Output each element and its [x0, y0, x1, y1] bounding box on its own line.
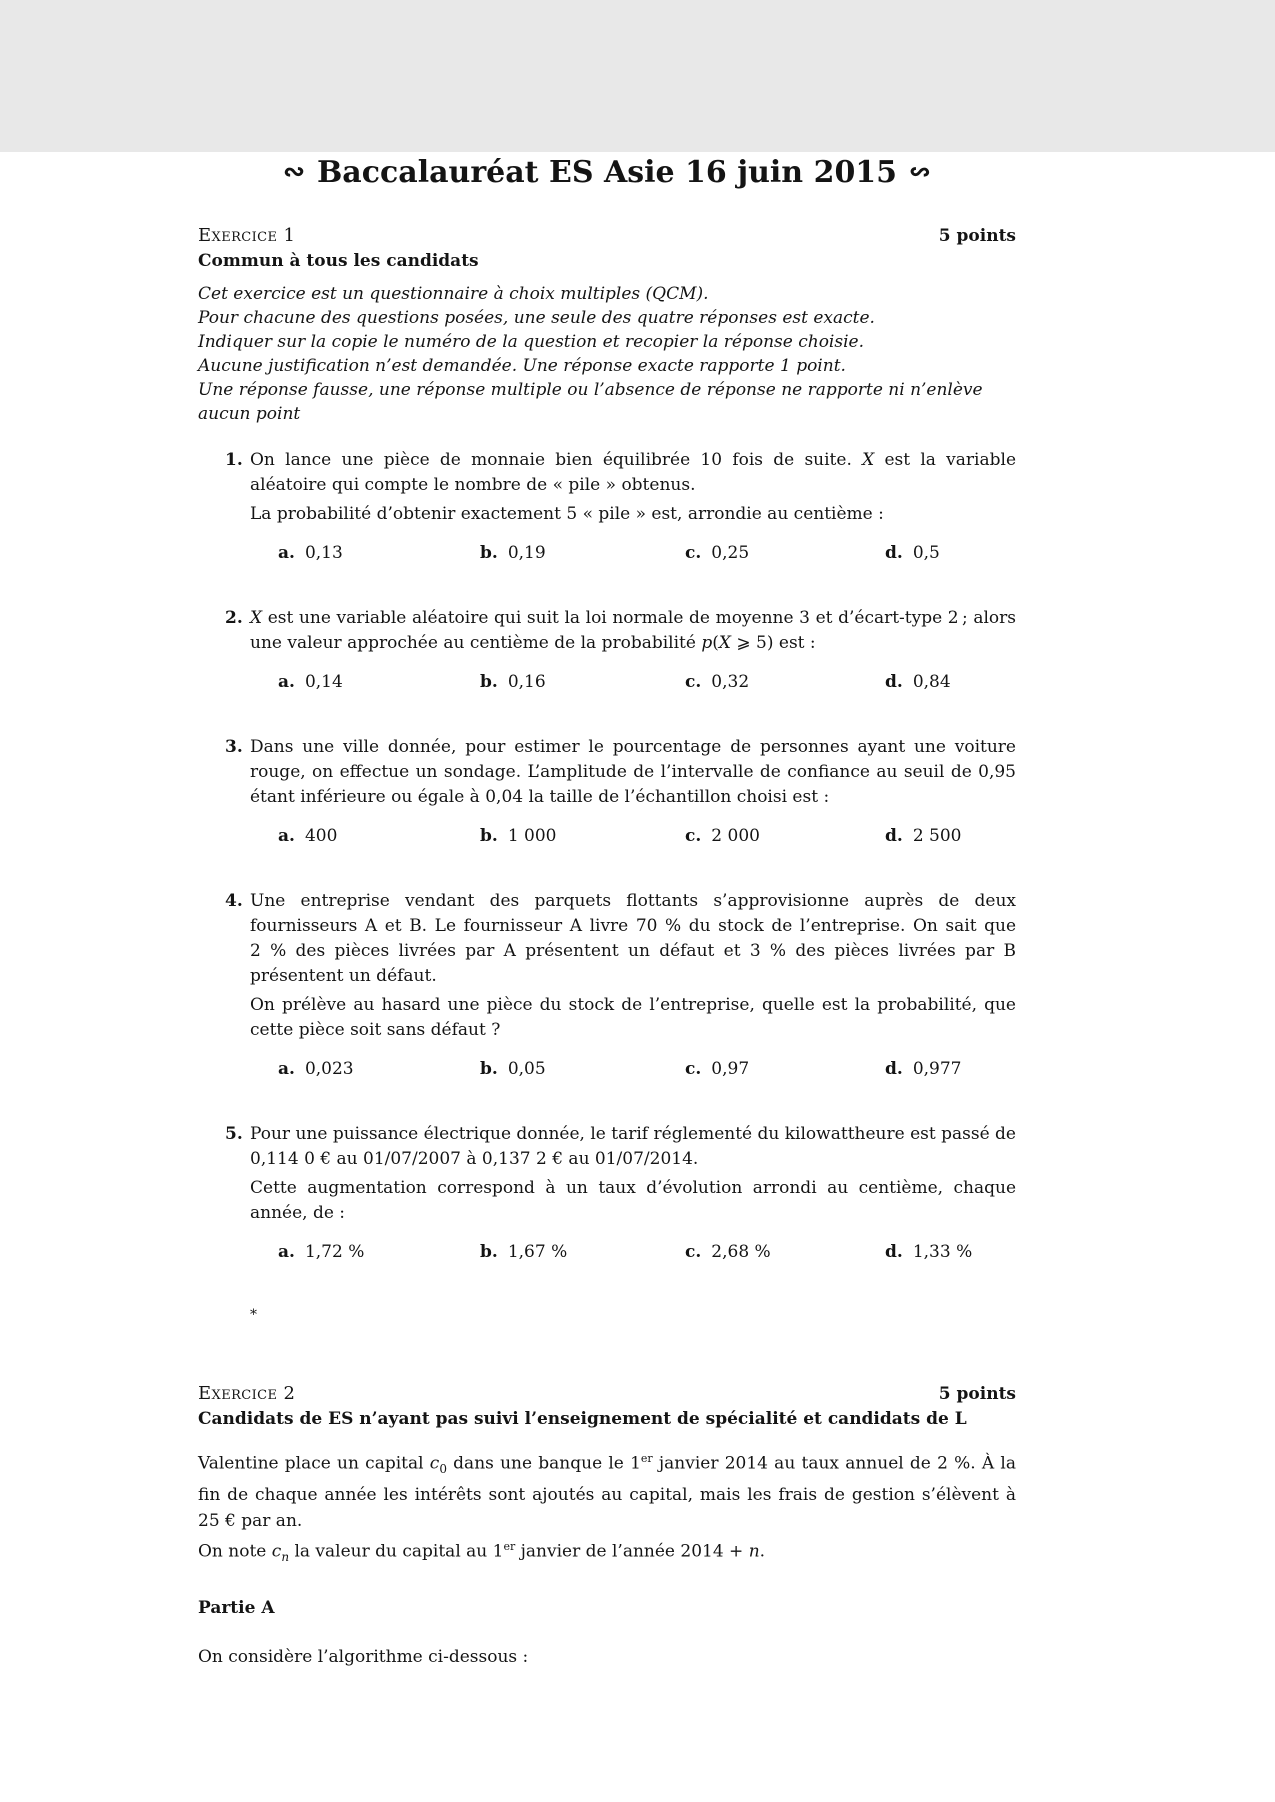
exercise-2-paragraph-2: On note $c_n$ la valeur du capital au 1er janvier de l’année 2014 + n.	[198, 1540, 766, 1565]
question-text: Dans une ville donnée, pour estimer le pourcentage de personnes ayant une voiture rouge, on effectue un sondage. L’amplitude de l’intervalle de confiance au seuil de 0,95 étant inférieure ou égale à 0,04 la taille de l’échantillon choisi est :	[250, 737, 1016, 807]
answer-option-d	[885, 1240, 1016, 1265]
question-5	[198, 1122, 1016, 1265]
answer-letter: b.	[480, 543, 498, 563]
answer-value: 0,023	[304, 1059, 354, 1079]
answer-letter: c.	[685, 672, 702, 692]
answer-row	[278, 1057, 1016, 1082]
answer-letter: d.	[885, 1242, 903, 1262]
exercise-1-section	[198, 223, 1016, 1325]
exercise-2-section	[198, 1381, 1016, 1670]
answer-value: 1,33 %	[912, 1242, 973, 1262]
exercise-2-subtitle: Candidats de ES n’ayant pas suivi l’enseignement de spécialité et candidats de L	[198, 1409, 967, 1429]
question-4	[198, 889, 1016, 1082]
answer-row	[278, 670, 1016, 695]
answer-row	[278, 824, 1016, 849]
question-text: On prélève au hasard une pièce du stock de l’entreprise, quelle est la probabilité, que cette pièce soit sans défaut ?	[250, 995, 1016, 1040]
answer-value: 0,16	[507, 672, 546, 692]
answer-value: 2,68 %	[711, 1242, 771, 1262]
answer-letter: c.	[685, 1059, 702, 1079]
page-title	[198, 152, 1016, 193]
exercise-1-points: 5 points	[938, 226, 1016, 246]
answer-letter: a.	[278, 1242, 295, 1262]
answer-letter: d.	[885, 543, 903, 563]
question-text: Cette augmentation correspond à un taux d’évolution arrondi au centième, chaque année, de :	[250, 1178, 1016, 1223]
question-text: On lance une pièce de monnaie bien équilibrée 10 fois de suite. X est la variable aléatoire qui compte le nombre de « pile » obtenus.	[250, 450, 1017, 495]
question-list	[198, 448, 1016, 1265]
answer-letter: b.	[480, 1242, 498, 1262]
answer-value: 0,25	[711, 543, 750, 563]
answer-option-a	[278, 670, 480, 695]
answer-option-a	[278, 1057, 480, 1082]
exercise-1-header	[198, 223, 1016, 249]
answer-option-d	[885, 541, 1016, 566]
answer-row	[278, 541, 1016, 566]
answer-option-d	[885, 824, 1016, 849]
instruction-line: Indiquer sur la copie le numéro de la question et recopier la réponse choisie.	[198, 332, 864, 352]
question-text: Une entreprise vendant des parquets flottants s’approvisionne auprès de deux fournisseurs A et B. Le fournisseur A livre 70 % du stock de l’entreprise. On sait que 2 % des pièces livrées par A présentent un défaut et 3 % des pièces livrées par B présentent un défaut.	[250, 891, 1016, 986]
answer-option-c	[685, 824, 885, 849]
question-text: X est une variable aléatoire qui suit la loi normale de moyenne 3 et d’écart-type 2 ; alors une valeur approchée au centième de la probabilité p(X ⩾ 5) est :	[250, 608, 1016, 653]
answer-option-b	[480, 541, 685, 566]
answer-value: 0,13	[304, 543, 343, 563]
answer-letter: c.	[685, 826, 702, 846]
answer-letter: d.	[885, 826, 903, 846]
answer-letter: b.	[480, 826, 498, 846]
footnote-asterisk: *	[250, 1307, 257, 1323]
answer-letter: b.	[480, 672, 498, 692]
exercise-2-paragraph-1: Valentine place un capital $c_0$ dans une banque le 1er janvier 2014 au taux annuel de 2 %. À la fin de chaque année les intérêts sont ajoutés au capital, mais les frais de gestion s’élèvent à 25 € par an.	[198, 1452, 1016, 1532]
answer-option-a	[278, 1240, 480, 1265]
page-title-text: Baccalauréat ES Asie 16 juin 2015	[316, 155, 898, 190]
part-a-label: Partie A	[198, 1598, 275, 1619]
answer-letter: a.	[278, 1059, 295, 1079]
answer-value: 0,19	[507, 543, 546, 563]
answer-option-c	[685, 541, 885, 566]
answer-option-a	[278, 541, 480, 566]
answer-letter: a.	[278, 826, 295, 846]
answer-value: 0,84	[912, 672, 951, 692]
instruction-line: Aucune justification n’est demandée. Une réponse exacte rapporte 1 point.	[198, 356, 846, 376]
answer-letter: a.	[278, 543, 295, 563]
answer-option-b	[480, 1057, 685, 1082]
answer-value: 2 000	[711, 826, 760, 846]
algorithm-intro-text: On considère l’algorithme ci-dessous :	[198, 1647, 529, 1668]
answer-letter: d.	[885, 1059, 903, 1079]
question-1	[198, 448, 1016, 566]
answer-option-b	[480, 824, 685, 849]
answer-value: 2 500	[912, 826, 962, 846]
answer-value: 1 000	[507, 826, 557, 846]
document-page	[0, 152, 1275, 1802]
answer-option-d	[885, 1057, 1016, 1082]
exercise-2-heading: Exercice 2	[198, 1383, 296, 1404]
answer-option-c	[685, 1240, 885, 1265]
instruction-line: Pour chacune des questions posées, une seule des quatre réponses est exacte.	[198, 308, 875, 328]
answer-row	[278, 1240, 1016, 1265]
answer-letter: a.	[278, 672, 295, 692]
question-3	[198, 735, 1016, 849]
exercise-2-header	[198, 1381, 1016, 1407]
answer-value: 400	[304, 826, 338, 846]
swash-ornament-right-icon: ∾	[909, 157, 931, 187]
answer-option-d	[885, 670, 1016, 695]
instruction-line: Une réponse fausse, une réponse multiple ou l’absence de réponse ne rapporte ni n’enlève aucun point	[198, 380, 983, 424]
exercise-1-instructions	[198, 282, 1016, 426]
exercise-2-points: 5 points	[938, 1384, 1016, 1404]
answer-value: 0,32	[711, 672, 750, 692]
answer-value: 0,5	[912, 543, 940, 563]
answer-value: 0,977	[912, 1059, 962, 1079]
answer-value: 1,72 %	[304, 1242, 365, 1262]
answer-value: 0,97	[711, 1059, 750, 1079]
question-2	[198, 606, 1016, 695]
answer-value: 0,14	[304, 672, 343, 692]
question-number: 3.	[225, 737, 243, 757]
answer-option-c	[685, 670, 885, 695]
instruction-line: Cet exercice est un questionnaire à choix multiples (QCM).	[198, 284, 709, 304]
answer-letter: c.	[685, 1242, 702, 1262]
question-number: 2.	[225, 608, 243, 628]
exercise-1-subtitle: Commun à tous les candidats	[198, 251, 479, 271]
question-number: 5.	[225, 1124, 243, 1144]
answer-letter: c.	[685, 543, 702, 563]
question-number: 1.	[225, 450, 243, 470]
answer-value: 1,67 %	[507, 1242, 568, 1262]
answer-letter: d.	[885, 672, 903, 692]
question-text: Pour une puissance électrique donnée, le tarif réglementé du kilowattheure est passé de 0,114 0 € au 01/07/2007 à 0,137 2 € au 01/07/2014.	[250, 1124, 1016, 1169]
question-number: 4.	[225, 891, 243, 911]
question-text: La probabilité d’obtenir exactement 5 « pile » est, arrondie au centième :	[250, 504, 884, 524]
answer-option-b	[480, 1240, 685, 1265]
answer-option-c	[685, 1057, 885, 1082]
answer-letter: b.	[480, 1059, 498, 1079]
answer-value: 0,05	[507, 1059, 546, 1079]
swash-ornament-left-icon: ∾	[283, 157, 305, 187]
answer-option-b	[480, 670, 685, 695]
answer-option-a	[278, 824, 480, 849]
exercise-1-heading: Exercice 1	[198, 225, 296, 246]
